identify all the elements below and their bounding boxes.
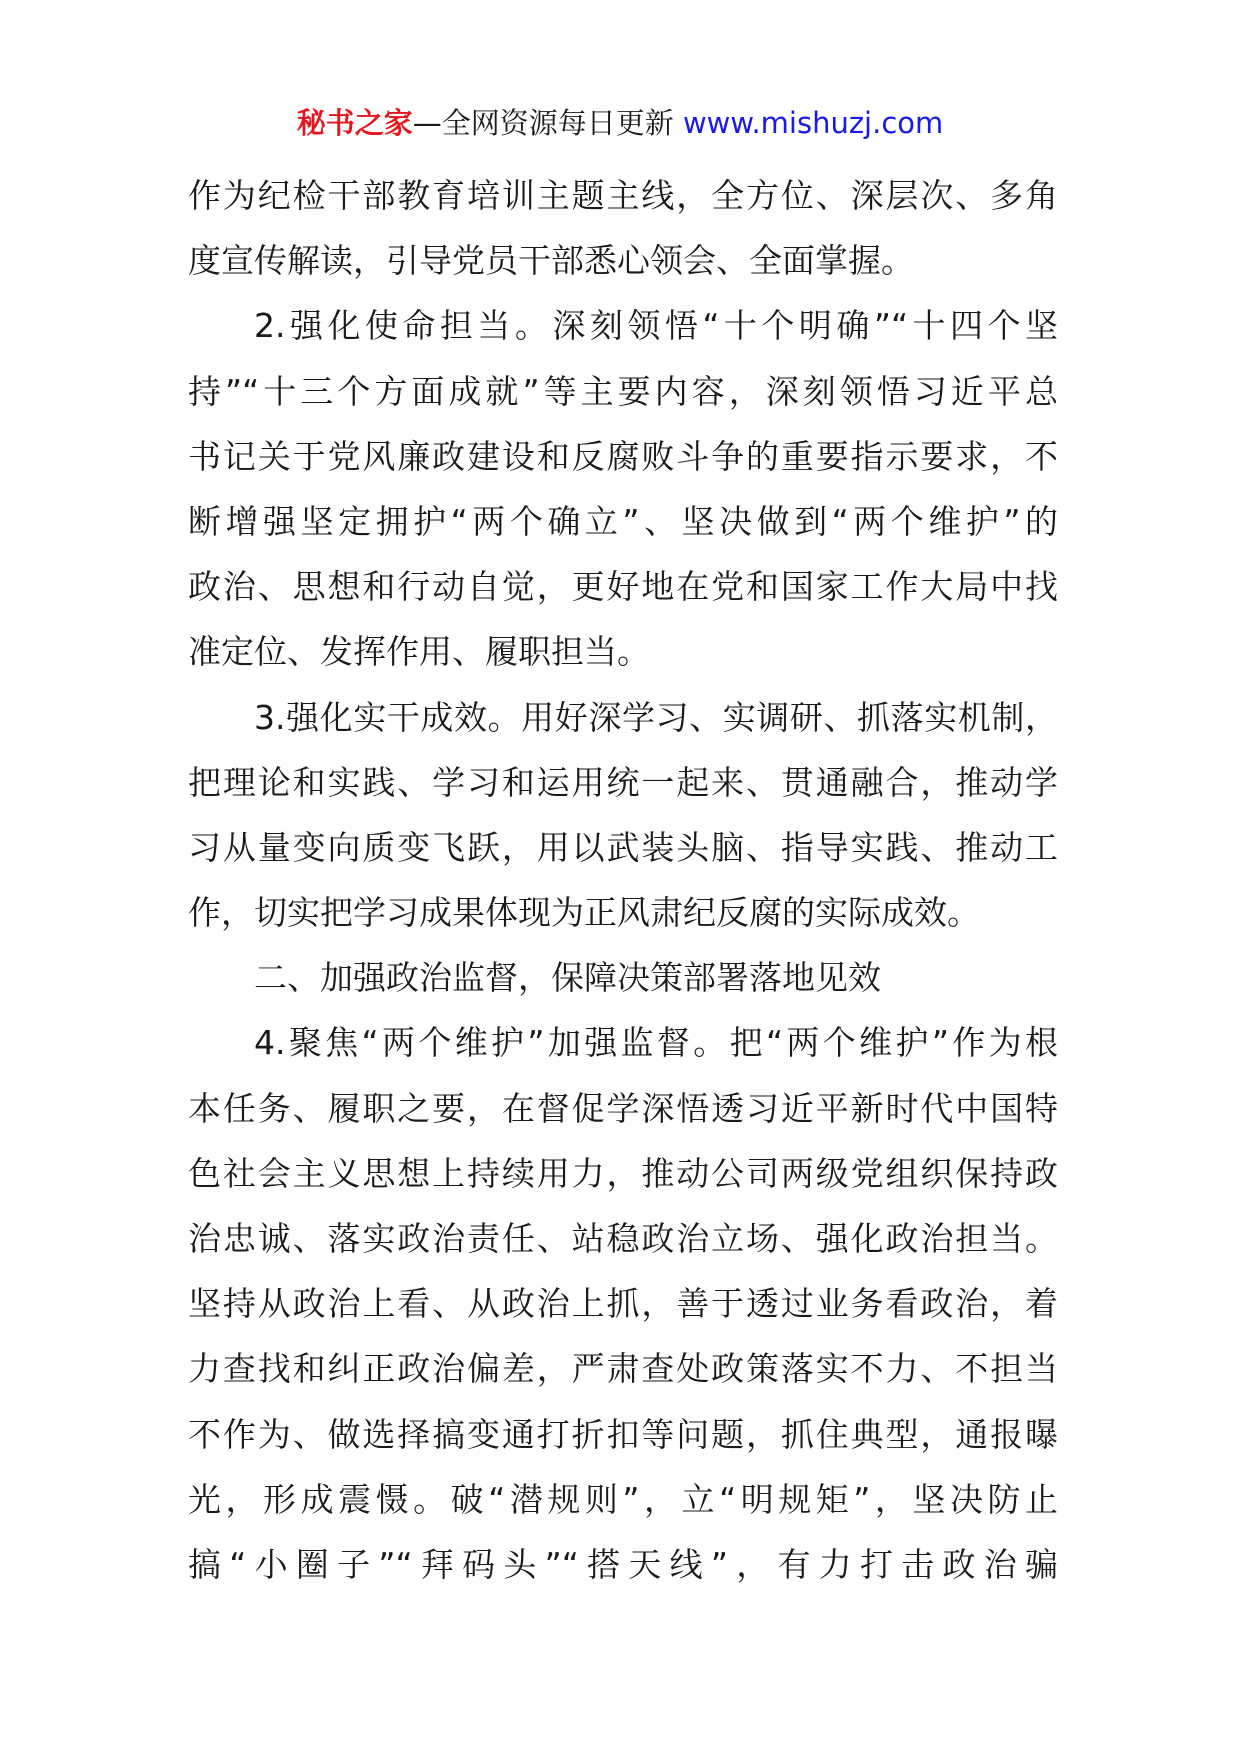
text-line: 光，形成震慑。破“潜规则”，立“明规矩”，坚决防止 [188, 1479, 1058, 1519]
document-body [188, 163, 1058, 1597]
text-line: 力查找和纠正政治偏差，严肃查处政策落实不力、不担当 [188, 1349, 1058, 1389]
text-line: 断增强坚定拥护“两个确立”、坚决做到“两个维护”的 [188, 501, 1058, 541]
text-line: 政治、思想和行动自觉，更好地在党和国家工作大局中找 [188, 567, 1058, 607]
section-heading: 二、加强政治监督，保障决策部署落地见效 [254, 958, 881, 998]
text-line: 习从量变向质变飞跃，用以武装头脑、指导实践、推动工 [188, 827, 1058, 867]
text-line: 2.强化使命担当。深刻领悟“十个明确”“十四个坚 [254, 306, 1058, 346]
header-brand: 秘书之家 [296, 106, 413, 140]
text-line: 3.强化实干成效。用好深学习、实调研、抓落实机制， [254, 697, 1058, 737]
text-line: 作，切实把学习成果体现为正风肃纪反腐的实际成效。 [188, 893, 980, 933]
text-line: 准定位、发挥作用、履职担当。 [188, 632, 650, 672]
page-header [0, 101, 1240, 145]
text-line: 持”“十三个方面成就”等主要内容，深刻领悟习近平总 [188, 371, 1058, 411]
text-line: 不作为、做选择搞变通打折扣等问题，抓住典型，通报曝 [188, 1414, 1058, 1454]
text-line: 把理论和实践、学习和运用统一起来、贯通融合，推动学 [188, 762, 1058, 802]
text-line: 色社会主义思想上持续用力，推动公司两级党组织保持政 [188, 1153, 1058, 1193]
text-line: 坚持从政治上看、从政治上抓，善于透过业务看政治，着 [188, 1284, 1058, 1324]
text-line: 作为纪检干部教育培训主题主线，全方位、深层次、多角 [188, 176, 1058, 215]
text-line: 搞“小圈子”“拜码头”“搭天线”，有力打击政治骗 [188, 1544, 1058, 1584]
text-line: 治忠诚、落实政治责任、站稳政治立场、强化政治担当。 [188, 1219, 1058, 1258]
text-line: 4.聚焦“两个维护”加强监督。把“两个维护”作为根 [254, 1023, 1058, 1063]
text-line: 书记关于党风廉政建设和反腐败斗争的重要指示要求，不 [188, 436, 1058, 476]
header-slogan: —全网资源每日更新 [412, 106, 683, 140]
header-site-link[interactable]: www.mishuzj.com [682, 106, 944, 140]
text-line: 度宣传解读，引导党员干部悉心领会、全面掌握。 [188, 241, 914, 281]
text-line: 本任务、履职之要，在督促学深悟透习近平新时代中国特 [188, 1088, 1058, 1128]
